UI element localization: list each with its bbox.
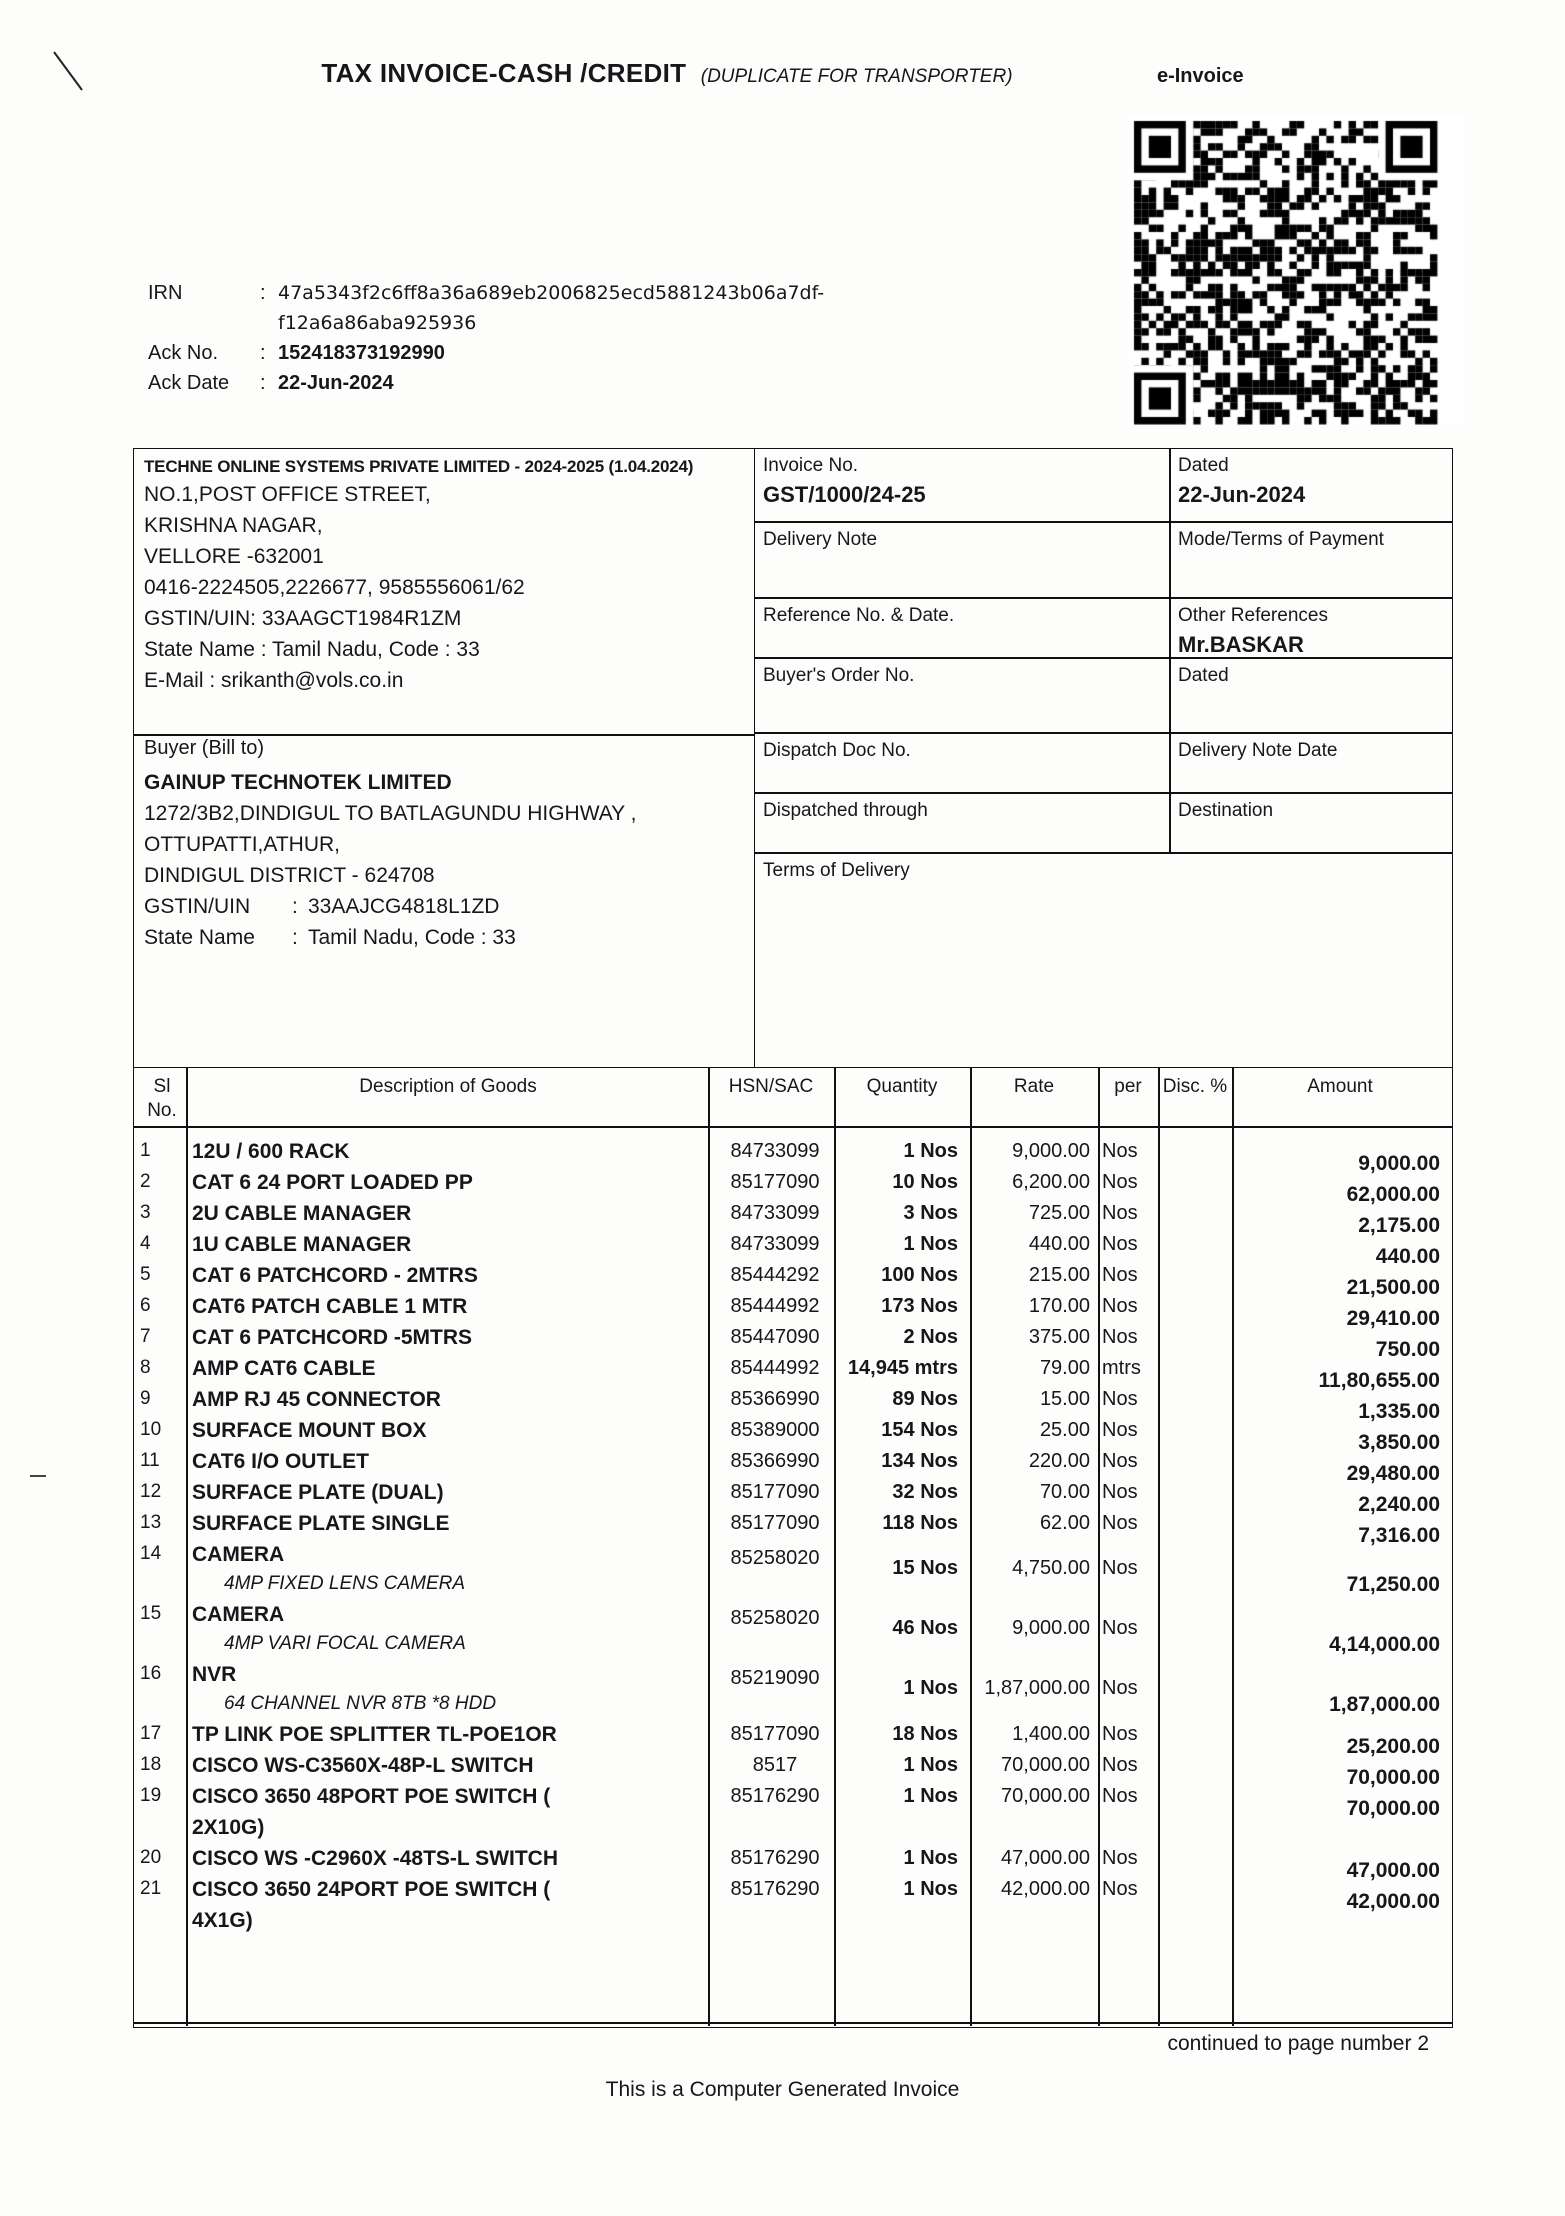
cell-sl: 3 <box>140 1202 151 1223</box>
ack-date-label: Ack Date <box>148 372 230 394</box>
cell-per: Nos <box>1102 1295 1138 1317</box>
seller-gstin: GSTIN/UIN: 33AAGCT1984R1ZM <box>144 607 462 630</box>
seller-address-line-1: NO.1,POST OFFICE STREET, <box>144 483 431 506</box>
continued-note: continued to page number 2 <box>1167 2032 1429 2055</box>
cell-sl: 16 <box>140 1663 162 1684</box>
invoice-no-value: GST/1000/24-25 <box>763 482 926 507</box>
cell-description-sub: 64 CHANNEL NVR 8TB *8 HDD <box>224 1693 497 1714</box>
irn-block <box>148 278 908 398</box>
cell-per: Nos <box>1102 1481 1138 1503</box>
seller-phone: 0416-2224505,2226677, 9585556061/62 <box>144 576 525 599</box>
th-disc: Disc. % <box>1162 1076 1228 1097</box>
table-row <box>134 1723 1452 1758</box>
buyer-separator <box>134 734 754 736</box>
cell-hsn: 85176290 <box>730 1878 820 1900</box>
irn-value: 47a5343f2c6ff8a36a689eb2006825ecd5881243b06a7df-f12a6a86aba925936 <box>278 282 825 334</box>
margin-tick <box>30 1475 46 1477</box>
cell-quantity: 134 Nos <box>881 1450 958 1472</box>
cell-sl: 19 <box>140 1785 162 1806</box>
cell-description: 2X10G) <box>192 1816 265 1839</box>
cell-per: Nos <box>1102 1785 1138 1807</box>
cell-amount: 440.00 <box>1375 1245 1440 1268</box>
cell-per: Nos <box>1102 1677 1138 1699</box>
seller-company-name: TECHNE ONLINE SYSTEMS PRIVATE LIMITED - 2024-2025 (1.04.2024) <box>144 457 694 476</box>
cell-per: mtrs <box>1102 1357 1141 1379</box>
th-quantity: Quantity <box>866 1076 938 1097</box>
cell-sl: 1 <box>140 1140 151 1161</box>
cell-description: CISCO WS -C2960X -48TS-L SWITCH <box>192 1847 559 1870</box>
cell-sl: 17 <box>140 1723 162 1744</box>
buyers-order-dated-cell <box>1170 659 1452 696</box>
cell-hsn: 84733099 <box>730 1202 820 1224</box>
other-references-value: Mr.BASKAR <box>1178 632 1304 657</box>
terms-of-delivery-cell <box>755 854 1452 891</box>
buyer-block <box>144 767 744 953</box>
cell-rate: 4,750.00 <box>1012 1557 1090 1579</box>
other-references-label: Other References <box>1178 605 1328 626</box>
cell-quantity: 1 Nos <box>903 1785 958 1807</box>
cell-description: AMP RJ 45 CONNECTOR <box>192 1388 441 1411</box>
cell-description: CISCO WS-C3560X-48P-L SWITCH <box>192 1754 534 1777</box>
cell-description: CAMERA <box>192 1603 285 1626</box>
cell-quantity: 1 Nos <box>903 1233 958 1255</box>
cell-description: SURFACE PLATE SINGLE <box>192 1512 450 1535</box>
cell-amount: 2,175.00 <box>1358 1214 1440 1237</box>
cell-sl: 15 <box>140 1603 162 1624</box>
invoice-no-label: Invoice No. <box>763 455 859 476</box>
cell-description: AMP CAT6 CABLE <box>192 1357 376 1380</box>
cell-rate: 9,000.00 <box>1012 1140 1090 1162</box>
irn-row <box>148 278 908 338</box>
cell-quantity: 2 Nos <box>903 1326 958 1348</box>
cell-rate: 725.00 <box>1028 1202 1090 1224</box>
table-row <box>134 1295 1452 1330</box>
cell-sl: 21 <box>140 1878 162 1899</box>
cell-description: 1U CABLE MANAGER <box>192 1233 412 1256</box>
cell-description-sub: 4MP FIXED LENS CAMERA <box>224 1573 466 1594</box>
mode-terms-label: Mode/Terms of Payment <box>1178 529 1384 550</box>
cell-description: CAT 6 PATCHCORD -5MTRS <box>192 1326 472 1349</box>
th-sl: Sl <box>153 1076 171 1097</box>
cell-description: CISCO 3650 48PORT POE SWITCH ( <box>192 1785 551 1808</box>
cell-quantity: 3 Nos <box>903 1202 958 1224</box>
table-row <box>134 1481 1452 1516</box>
cell-description: CAT6 PATCH CABLE 1 MTR <box>192 1295 468 1318</box>
buyer-state-colon: : <box>292 926 298 949</box>
cell-hsn: 85219090 <box>730 1667 820 1689</box>
cell-description: CAMERA <box>192 1543 285 1566</box>
table-row <box>134 1603 1452 1656</box>
cell-hsn: 85177090 <box>730 1723 820 1745</box>
cell-per: Nos <box>1102 1617 1138 1639</box>
page-title: TAX INVOICE-CASH /CREDIT <box>321 58 687 88</box>
buyer-state-label: State Name <box>144 926 255 949</box>
buyer-state-value: Tamil Nadu, Code : 33 <box>308 926 516 949</box>
cell-description-sub: 4MP VARI FOCAL CAMERA <box>224 1633 466 1654</box>
cell-hsn: 85176290 <box>730 1785 820 1807</box>
cell-quantity: 118 Nos <box>882 1512 958 1534</box>
cell-hsn: 85177090 <box>730 1481 820 1503</box>
cell-amount: 9,000.00 <box>1358 1152 1440 1175</box>
buyers-order-label: Buyer's Order No. <box>763 665 915 686</box>
cell-quantity: 89 Nos <box>892 1388 958 1410</box>
cell-rate: 440.00 <box>1028 1233 1090 1255</box>
buyer-state-row <box>144 922 744 953</box>
ack-no-value: 152418373192990 <box>278 342 445 364</box>
cell-amount: 1,87,000.00 <box>1329 1693 1440 1716</box>
cell-amount: 29,480.00 <box>1346 1462 1440 1485</box>
buyers-order-dated-label: Dated <box>1178 665 1229 686</box>
delivery-note-date-label: Delivery Note Date <box>1178 740 1338 761</box>
table-row <box>134 1419 1452 1454</box>
reference-cell <box>755 599 1169 636</box>
cell-rate: 79.00 <box>1039 1357 1090 1379</box>
cell-description: TP LINK POE SPLITTER TL-POE1OR <box>192 1723 557 1746</box>
cell-per: Nos <box>1102 1326 1138 1348</box>
table-row <box>134 1909 1452 1940</box>
cell-quantity: 15 Nos <box>892 1557 958 1579</box>
ack-date-value: 22-Jun-2024 <box>278 372 394 394</box>
table-row <box>134 1140 1452 1175</box>
cell-rate: 70,000.00 <box>1001 1754 1090 1776</box>
table-row <box>134 1785 1452 1820</box>
cell-per: Nos <box>1102 1512 1138 1534</box>
cell-quantity: 154 Nos <box>881 1419 958 1441</box>
table-row <box>134 1816 1452 1847</box>
ack-date-row <box>148 368 908 398</box>
seller-address-line-2: KRISHNA NAGAR, <box>144 514 323 537</box>
irn-colon: : <box>260 282 266 304</box>
cell-quantity: 1 Nos <box>903 1677 958 1699</box>
table-row <box>134 1754 1452 1789</box>
cell-quantity: 32 Nos <box>892 1481 958 1503</box>
generated-note: This is a Computer Generated Invoice <box>605 2078 960 2101</box>
dated-value: 22-Jun-2024 <box>1178 482 1306 507</box>
cell-description: CAT 6 24 PORT LOADED PP <box>192 1171 473 1194</box>
document-header <box>0 58 1565 89</box>
th-description: Description of Goods <box>359 1076 537 1097</box>
cell-amount: 1,335.00 <box>1358 1400 1440 1423</box>
cell-sl: 14 <box>140 1543 162 1564</box>
delivery-note-label: Delivery Note <box>763 529 878 550</box>
cell-sl: 20 <box>140 1847 162 1868</box>
th-rate: Rate <box>1013 1076 1055 1097</box>
cell-description: 2U CABLE MANAGER <box>192 1202 412 1225</box>
buyer-label: Buyer (Bill to) <box>144 737 265 759</box>
cell-hsn: 85444292 <box>730 1264 820 1286</box>
cell-sl: 6 <box>140 1295 151 1316</box>
cell-quantity: 18 Nos <box>892 1723 958 1745</box>
cell-rate: 1,400.00 <box>1012 1723 1090 1745</box>
table-row <box>134 1543 1452 1596</box>
cell-per: Nos <box>1102 1847 1138 1869</box>
buyer-gstin-value: 33AAJCG4818L1ZD <box>308 895 500 918</box>
table-row <box>134 1233 1452 1268</box>
cell-hsn: 84733099 <box>730 1140 820 1162</box>
cell-per: Nos <box>1102 1419 1138 1441</box>
th-per: per <box>1114 1076 1142 1097</box>
cell-sl: 13 <box>140 1512 162 1533</box>
cell-description: SURFACE MOUNT BOX <box>192 1419 427 1442</box>
cell-hsn: 85389000 <box>730 1419 820 1441</box>
cell-description: 12U / 600 RACK <box>192 1140 350 1163</box>
dispatched-through-label: Dispatched through <box>763 800 928 821</box>
table-row <box>134 1326 1452 1361</box>
items-table <box>133 1068 1453 2028</box>
ack-date-colon: : <box>260 372 266 394</box>
cell-rate: 70,000.00 <box>1001 1785 1090 1807</box>
ack-no-colon: : <box>260 342 266 364</box>
destination-cell <box>1170 794 1452 831</box>
cell-quantity: 14,945 mtrs <box>847 1357 958 1379</box>
cell-amount: 71,250.00 <box>1346 1573 1440 1596</box>
delivery-note-cell <box>755 523 1169 560</box>
cell-sl: 7 <box>140 1326 151 1347</box>
other-references-cell <box>1170 599 1452 661</box>
cell-rate: 42,000.00 <box>1001 1878 1090 1900</box>
invoice-meta-grid <box>755 449 1452 1067</box>
cell-quantity: 173 Nos <box>881 1295 958 1317</box>
destination-label: Destination <box>1178 800 1274 821</box>
cell-hsn: 85444992 <box>730 1295 820 1317</box>
header-rule <box>134 1126 1452 1128</box>
cell-amount: 29,410.00 <box>1346 1307 1440 1330</box>
table-row <box>134 1171 1452 1206</box>
cell-sl: 11 <box>140 1450 160 1471</box>
cell-description: CAT 6 PATCHCORD - 2MTRS <box>192 1264 478 1287</box>
cell-quantity: 1 Nos <box>903 1754 958 1776</box>
cell-amount: 4,14,000.00 <box>1329 1633 1440 1656</box>
cell-description: SURFACE PLATE (DUAL) <box>192 1481 444 1504</box>
meta-divider-lower <box>1169 732 1171 854</box>
cell-per: Nos <box>1102 1264 1138 1286</box>
parties-and-meta-frame <box>133 448 1453 1068</box>
cell-rate: 25.00 <box>1039 1419 1090 1441</box>
cell-hsn: 85176290 <box>730 1847 820 1869</box>
seller-block <box>144 455 744 696</box>
table-row <box>134 1450 1452 1485</box>
cell-description: CAT6 I/O OUTLET <box>192 1450 369 1473</box>
cell-hsn: 8517 <box>752 1754 798 1776</box>
buyer-address-line-2: OTTUPATTI,ATHUR, <box>144 833 340 856</box>
cell-per: Nos <box>1102 1754 1138 1776</box>
cell-rate: 170.00 <box>1028 1295 1090 1317</box>
cell-per: Nos <box>1102 1140 1138 1162</box>
seller-address-line-3: VELLORE -632001 <box>144 545 324 568</box>
cell-per: Nos <box>1102 1723 1138 1745</box>
cell-quantity: 1 Nos <box>903 1878 958 1900</box>
ack-no-label: Ack No. <box>148 342 219 364</box>
cell-per: Nos <box>1102 1557 1138 1579</box>
cell-hsn: 85177090 <box>730 1171 820 1193</box>
cell-sl: 5 <box>140 1264 151 1285</box>
table-row <box>134 1663 1452 1716</box>
cell-amount: 42,000.00 <box>1346 1890 1440 1913</box>
cell-quantity: 10 Nos <box>892 1171 958 1193</box>
cell-per: Nos <box>1102 1202 1138 1224</box>
buyer-gstin-row <box>144 891 744 922</box>
cell-rate: 47,000.00 <box>1001 1847 1090 1869</box>
cell-sl: 4 <box>140 1233 151 1254</box>
cell-amount: 11,80,655.00 <box>1318 1369 1440 1392</box>
cell-rate: 1,87,000.00 <box>984 1677 1090 1699</box>
table-row <box>134 1264 1452 1299</box>
cell-sl: 18 <box>140 1754 162 1775</box>
dated-label: Dated <box>1178 455 1229 476</box>
mode-terms-cell <box>1170 523 1452 560</box>
cell-rate: 6,200.00 <box>1012 1171 1090 1193</box>
qr-code <box>1128 115 1464 425</box>
cell-per: Nos <box>1102 1450 1138 1472</box>
buyer-name: GAINUP TECHNOTEK LIMITED <box>144 771 452 794</box>
cell-per: Nos <box>1102 1233 1138 1255</box>
cell-hsn: 85447090 <box>730 1326 820 1348</box>
duplicate-marker: (DUPLICATE FOR TRANSPORTER) <box>700 66 1013 87</box>
cell-per: Nos <box>1102 1171 1138 1193</box>
cell-hsn: 85258020 <box>730 1607 820 1629</box>
seller-email: E-Mail : srikanth@vols.co.in <box>144 669 404 692</box>
cell-sl: 10 <box>140 1419 162 1440</box>
table-row <box>134 1202 1452 1237</box>
cell-amount: 70,000.00 <box>1346 1797 1440 1820</box>
cell-sl: 2 <box>140 1171 151 1192</box>
seller-state: State Name : Tamil Nadu, Code : 33 <box>144 638 480 661</box>
cell-sl: 9 <box>140 1388 151 1409</box>
cell-rate: 220.00 <box>1028 1450 1090 1472</box>
buyer-gstin-label: GSTIN/UIN <box>144 895 251 918</box>
reference-label: Reference No. & Date. <box>763 605 955 626</box>
cell-amount: 7,316.00 <box>1358 1524 1440 1547</box>
cell-sl: 8 <box>140 1357 151 1378</box>
table-row <box>134 1847 1452 1882</box>
table-row <box>134 1357 1452 1392</box>
cell-rate: 15.00 <box>1039 1388 1090 1410</box>
cell-hsn: 85258020 <box>730 1547 820 1569</box>
cell-hsn: 85366990 <box>730 1388 820 1410</box>
cell-hsn: 85444992 <box>730 1357 820 1379</box>
buyer-address-line-1: 1272/3B2,DINDIGUL TO BATLAGUNDU HIGHWAY , <box>144 802 637 825</box>
einvoice-marker: e-Invoice <box>1156 65 1244 87</box>
dispatched-through-cell <box>755 794 1169 831</box>
cell-quantity: 100 Nos <box>881 1264 958 1286</box>
cell-amount: 62,000.00 <box>1346 1183 1440 1206</box>
cell-per: Nos <box>1102 1878 1138 1900</box>
cell-description: CISCO 3650 24PORT POE SWITCH ( <box>192 1878 551 1901</box>
buyer-gstin-colon: : <box>292 895 298 918</box>
cell-amount: 2,240.00 <box>1358 1493 1440 1516</box>
th-amount: Amount <box>1307 1076 1373 1097</box>
cell-description: 4X1G) <box>192 1909 253 1932</box>
table-row <box>134 1878 1452 1913</box>
cell-sl: 12 <box>140 1481 162 1502</box>
table-row <box>134 1388 1452 1423</box>
cell-quantity: 46 Nos <box>892 1617 958 1639</box>
cell-amount: 25,200.00 <box>1346 1735 1440 1758</box>
cell-description: NVR <box>192 1663 237 1686</box>
cell-amount: 47,000.00 <box>1346 1859 1440 1882</box>
buyers-order-cell <box>755 659 1169 696</box>
buyer-address-line-3: DINDIGUL DISTRICT - 624708 <box>144 864 435 887</box>
cell-per: Nos <box>1102 1388 1138 1410</box>
cell-hsn: 85366990 <box>730 1450 820 1472</box>
cell-hsn: 85177090 <box>730 1512 820 1534</box>
th-hsn: HSN/SAC <box>728 1076 814 1097</box>
cell-amount: 750.00 <box>1375 1338 1440 1361</box>
cell-hsn: 84733099 <box>730 1233 820 1255</box>
invoice-no-cell <box>755 449 1169 511</box>
irn-label: IRN <box>148 282 183 304</box>
cell-rate: 215.00 <box>1028 1264 1090 1286</box>
delivery-note-date-cell <box>1170 734 1452 771</box>
items-bottom-rule <box>133 2022 1453 2024</box>
th-sl-no: No. <box>147 1100 177 1121</box>
ack-no-row <box>148 338 908 368</box>
dated-cell <box>1170 449 1452 511</box>
cell-quantity: 1 Nos <box>903 1847 958 1869</box>
cell-rate: 70.00 <box>1039 1481 1090 1503</box>
cell-quantity: 1 Nos <box>903 1140 958 1162</box>
cell-rate: 375.00 <box>1028 1326 1090 1348</box>
table-row <box>134 1512 1452 1547</box>
cell-amount: 3,850.00 <box>1358 1431 1440 1454</box>
terms-of-delivery-label: Terms of Delivery <box>763 860 910 881</box>
dispatch-doc-cell <box>755 734 1169 771</box>
cell-amount: 70,000.00 <box>1346 1766 1440 1789</box>
cell-rate: 62.00 <box>1039 1512 1090 1534</box>
cell-rate: 9,000.00 <box>1012 1617 1090 1639</box>
cell-amount: 21,500.00 <box>1346 1276 1440 1299</box>
dispatch-doc-label: Dispatch Doc No. <box>763 740 911 761</box>
